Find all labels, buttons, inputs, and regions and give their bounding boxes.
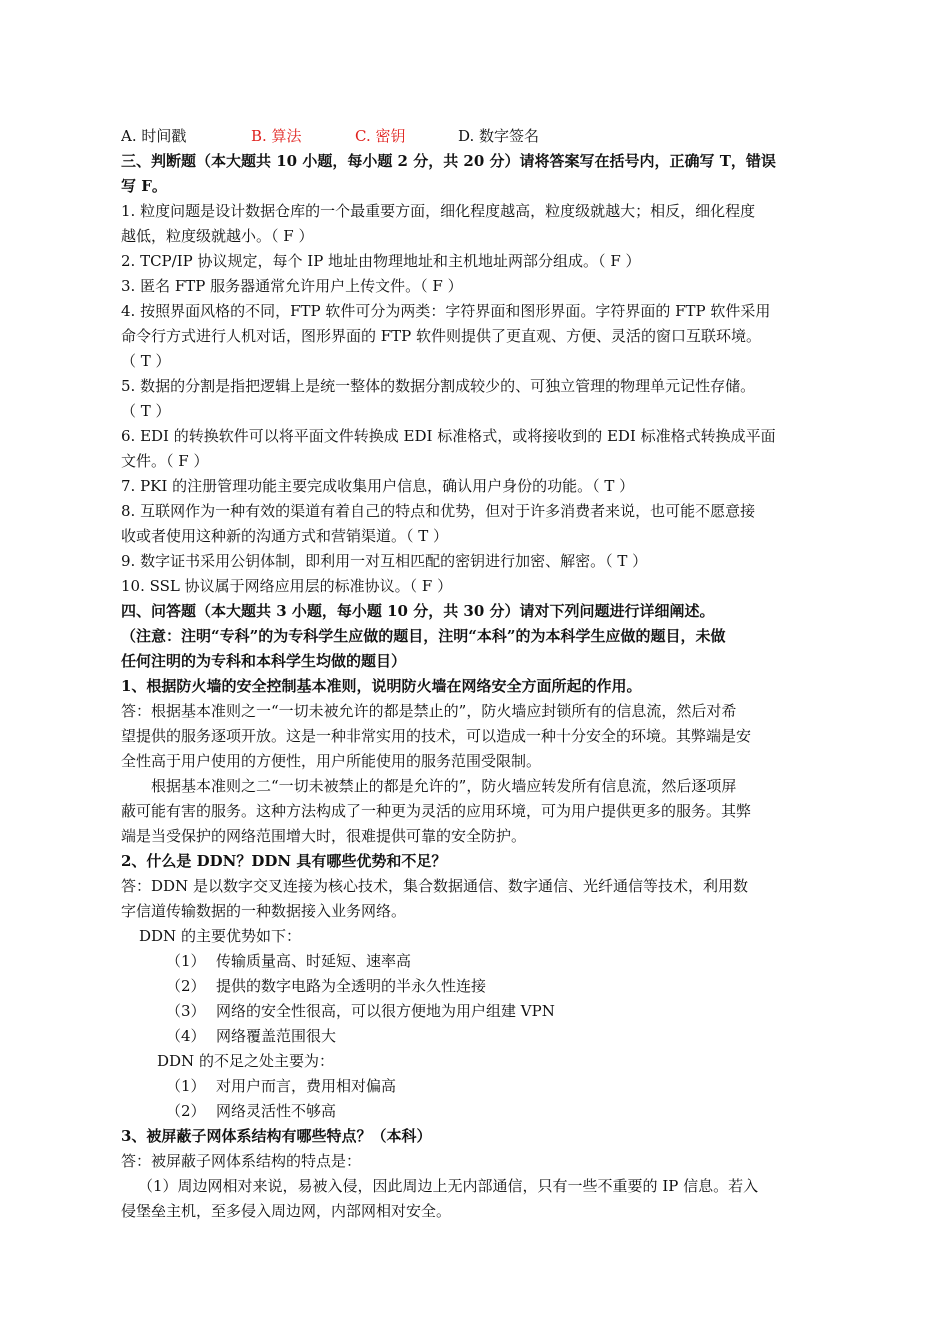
item-text: 对用户而言，费用相对偏高 (216, 1077, 397, 1095)
item-text: 传输质量高、时延短、速率高 (216, 952, 412, 970)
tf-question-4: 4. 按照界面风格的不同，FTP 软件可分为两类：字符界面和图形界面。字符界面的 FTP 软件采用 (121, 302, 771, 320)
item-number: （2） (166, 977, 206, 995)
section4-title: 四、问答题（本大题共 3 小题，每小题 10 分，共 30 分）请对下列问题进行详细阐述。 (121, 602, 715, 620)
qa2-answer-line-2: 字信道传输数据的一种数据接入业务网络。 (121, 902, 407, 920)
tf-question-6: 6. EDI 的转换软件可以将平面文件转换成 EDI 标准格式，或将接收到的 EDI 标准格式转换成平面 (121, 427, 776, 445)
tf-question-4-answer: （ T ） (121, 352, 171, 370)
section4-note: （注意：注明“专科”的为专科学生应做的题目，注明“本科”的为本科学生应做的题目，未做 (121, 627, 726, 645)
option-d: D. 数字签名 (458, 127, 540, 145)
item-text: 网络灵活性不够高 (216, 1102, 337, 1120)
ddn-disadvantage-item (121, 1099, 837, 1124)
tf-question-4-cont: 命令行方式进行人机对话，图形界面的 FTP 软件则提供了更直观、方便、灵活的窗口互联环境。 (121, 327, 762, 345)
item-number: （3） (166, 1002, 206, 1020)
qa1-answer-line-6: 端是当受保护的网络范围增大时，很难提供可靠的安全防护。 (121, 827, 527, 845)
ddn-disadvantages-title: DDN 的不足之处主要为： (157, 1052, 334, 1070)
item-text: 网络覆盖范围很大 (216, 1027, 337, 1045)
option-a: A. 时间戳 (121, 127, 187, 145)
ddn-advantage-item (121, 1024, 837, 1049)
qa1-answer-line-3: 全性高于用户使用的方便性，用户所能使用的服务范围受限制。 (121, 752, 542, 770)
qa1-question: 1、根据防火墙的安全控制基本准则，说明防火墙在网络安全方面所起的作用。 (121, 677, 642, 695)
qa3-question: 3、被屏蔽子网体系结构有哪些特点？（本科） (121, 1127, 432, 1145)
item-number: （2） (166, 1102, 206, 1120)
ddn-advantage-item (121, 999, 837, 1024)
ddn-advantages-title: DDN 的主要优势如下： (139, 927, 301, 945)
qa3-answer-line-2: （1）周边网相对来说，易被入侵，因此周边上无内部通信，只有一些不重要的 IP 信息。若入 (138, 1177, 759, 1195)
item-text: 提供的数字电路为全透明的半永久性连接 (216, 977, 487, 995)
tf-question-2: 2. TCP/IP 协议规定，每个 IP 地址由物理地址和主机地址两部分组成。（ F ） (121, 252, 641, 270)
ddn-advantage-item (121, 974, 837, 999)
tf-question-10: 10. SSL 协议属于网络应用层的标准协议。（ F ） (121, 577, 453, 595)
item-number: （1） (166, 952, 206, 970)
section3-title-cont: 写 F。 (121, 177, 167, 195)
section4-note-cont: 任何注明的为专科和本科学生均做的题目） (121, 652, 407, 670)
qa1-answer-line-4: 根据基本准则之二“一切未被禁止的都是允许的”，防火墙应转发所有信息流，然后逐项屏 (151, 777, 737, 795)
qa1-answer-line-5: 蔽可能有害的服务。这种方法构成了一种更为灵活的应用环境，可为用户提供更多的服务。其弊 (121, 802, 752, 820)
tf-question-8-cont: 收或者使用这种新的沟通方式和营销渠道。（ T ） (121, 527, 449, 545)
tf-question-5-answer: （ T ） (121, 402, 171, 420)
tf-question-3: 3. 匿名 FTP 服务器通常允许用户上传文件。（ F ） (121, 277, 463, 295)
item-number: （4） (166, 1027, 206, 1045)
ddn-advantage-item (121, 949, 837, 974)
tf-question-6-cont: 文件。（ F ） (121, 452, 209, 470)
qa3-answer-line-3: 侵堡垒主机，至多侵入周边网，内部网相对安全。 (121, 1202, 452, 1220)
section3-title: 三、判断题（本大题共 10 小题，每小题 2 分，共 20 分）请将答案写在括号内，正确写 T，错误 (121, 152, 776, 170)
option-b: B. 算法 (251, 127, 302, 145)
ddn-disadvantage-item (121, 1074, 837, 1099)
option-c: C. 密钥 (355, 127, 406, 145)
qa1-answer-line-1: 答：根据基本准则之一“一切未被允许的都是禁止的”，防火墙应封锁所有的信息流，然后对希 (121, 702, 737, 720)
qa2-question: 2、什么是 DDN？DDN 具有哪些优势和不足？ (121, 852, 447, 870)
item-number: （1） (166, 1077, 206, 1095)
choice-options (121, 124, 837, 149)
tf-question-1: 1. 粒度问题是设计数据仓库的一个最重要方面，细化程度越高，粒度级就越大；相反，细化程度 (121, 202, 756, 220)
tf-question-5: 5. 数据的分割是指把逻辑上是统一整体的数据分割成较少的、可独立管理的物理单元记性存储。 (121, 377, 756, 395)
item-text: 网络的安全性很高，可以很方便地为用户组建 VPN (216, 1002, 555, 1020)
tf-question-1-cont: 越低，粒度级就越小。（ F ） (121, 227, 314, 245)
tf-question-9: 9. 数字证书采用公钥体制，即利用一对互相匹配的密钥进行加密、解密。（ T ） (121, 552, 648, 570)
qa3-answer-line-1: 答：被屏蔽子网体系结构的特点是： (121, 1152, 362, 1170)
qa1-answer-line-2: 望提供的服务逐项开放。这是一种非常实用的技术，可以造成一种十分安全的环境。其弊端是安 (121, 727, 752, 745)
tf-question-8: 8. 互联网作为一种有效的渠道有着自己的特点和优势，但对于许多消费者来说，也可能不愿意接 (121, 502, 756, 520)
qa2-answer-line-1: 答：DDN 是以数字交叉连接为核心技术，集合数据通信、数字通信、光纤通信等技术，利用数 (121, 877, 748, 895)
document-body (121, 124, 837, 1224)
tf-question-7: 7. PKI 的注册管理功能主要完成收集用户信息，确认用户身份的功能。（ T ） (121, 477, 635, 495)
